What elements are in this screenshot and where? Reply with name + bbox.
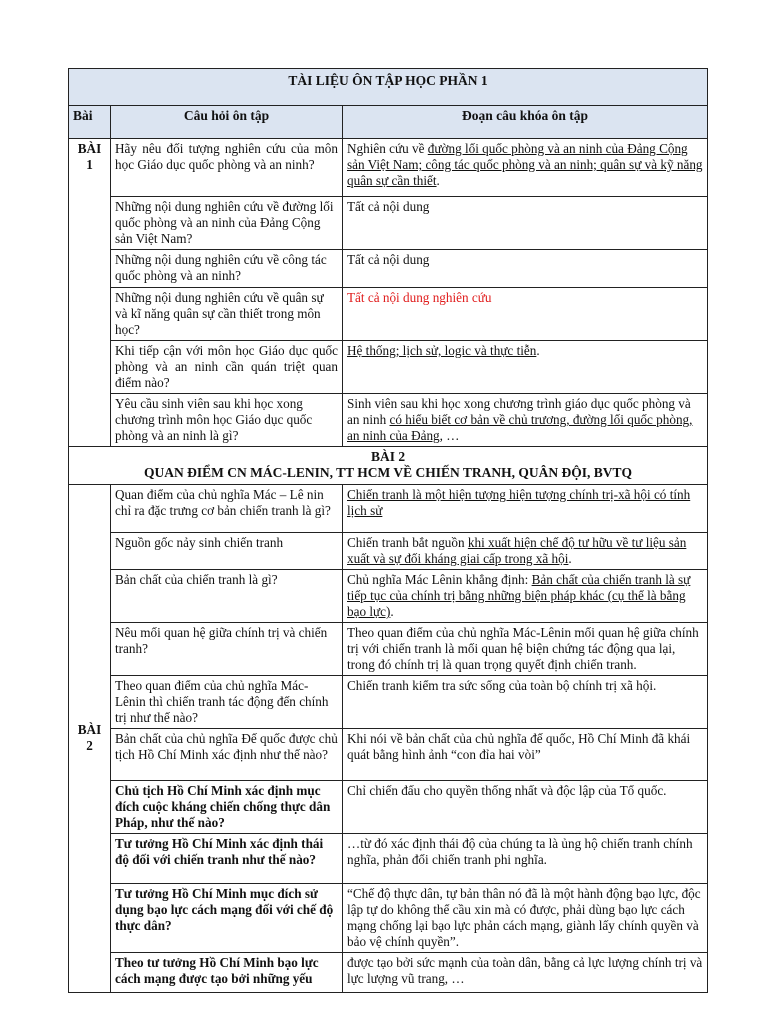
answer-cell: Chủ nghĩa Mác Lênin khẳng định: Bản chất của chiến tranh là sự tiếp tục của chính trị bằng những biện pháp khác (cụ thể là bằng bạo lực). <box>343 570 708 623</box>
question-cell: Những nội dung nghiên cứu về công tác quốc phòng và an ninh? <box>111 250 343 288</box>
bai2-heading <box>69 447 708 485</box>
question-cell: Chủ tịch Hồ Chí Minh xác định mục đích cuộc kháng chiến chống thực dân Pháp, như thế nào? <box>111 781 343 834</box>
question-cell: Những nội dung nghiên cứu về đường lối quốc phòng và an ninh của Đảng Cộng sản Việt Nam? <box>111 197 343 250</box>
column-header-bai: Bài <box>69 106 111 139</box>
answer-cell: …từ đó xác định thái độ của chúng ta là ủng hộ chiến tranh chính nghĩa, phản đối chiến tranh phi nghĩa. <box>343 834 708 884</box>
table-row <box>69 139 708 197</box>
column-header-answer: Đoạn câu khóa ôn tập <box>343 106 708 139</box>
table-row <box>69 250 708 288</box>
table-row <box>69 729 708 781</box>
answer-cell: Chiến tranh bắt nguồn khi xuất hiện chế độ tư hữu về tư liệu sản xuất và sự đối kháng giai cấp trong xã hội. <box>343 533 708 570</box>
table-row <box>69 676 708 729</box>
answer-cell: Tất cả nội dung nghiên cứu <box>343 288 708 341</box>
answer-cell: “Chế độ thực dân, tự bản thân nó đã là một hành động bạo lực, độc lập tự do không thể cầu xin mà có được, phải dùng bạo lực cách mạng chống lại bạo lực phản cách mạng, giành lấy chính quyền và bảo vệ chính quyền”. <box>343 884 708 953</box>
question-cell: Tư tưởng Hồ Chí Minh xác định thái độ đối với chiến tranh như thế nào? <box>111 834 343 884</box>
bai2-heading-line1: BÀI 2 <box>370 449 406 464</box>
bai1-label: BÀI 1 <box>69 139 111 447</box>
document-title: TÀI LIỆU ÔN TẬP HỌC PHẦN 1 <box>69 69 708 106</box>
bai2-label: BÀI 2 <box>69 485 111 993</box>
question-cell: Nguồn gốc nảy sinh chiến tranh <box>111 533 343 570</box>
table-row <box>69 834 708 884</box>
table-row <box>69 570 708 623</box>
answer-cell: Hệ thống; lịch sử, logic và thực tiễn. <box>343 341 708 394</box>
question-cell: Tư tưởng Hồ Chí Minh mục đích sử dụng bạo lực cách mạng đối với chế độ thực dân? <box>111 884 343 953</box>
table-row <box>69 533 708 570</box>
table-row <box>69 341 708 394</box>
table-row <box>69 781 708 834</box>
question-cell: Yêu cầu sinh viên sau khi học xong chương trình môn học Giáo dục quốc phòng và an ninh là gì? <box>111 394 343 447</box>
question-cell: Bản chất của chủ nghĩa Đế quốc được chủ tịch Hồ Chí Minh xác định như thế nào? <box>111 729 343 781</box>
question-cell: Những nội dung nghiên cứu về quân sự và kĩ năng quân sự cần thiết trong môn học? <box>111 288 343 341</box>
answer-cell: Sinh viên sau khi học xong chương trình giáo dục quốc phòng và an ninh có hiểu biết cơ bản về chủ trương, đường lối quốc phòng, an ninh của Đảng, … <box>343 394 708 447</box>
question-cell: Nêu mối quan hệ giữa chính trị và chiến tranh? <box>111 623 343 676</box>
column-header-question: Câu hỏi ôn tập <box>111 106 343 139</box>
question-cell: Theo tư tưởng Hồ Chí Minh bạo lực cách mạng được tạo bởi những yếu <box>111 953 343 993</box>
question-cell: Quan điểm của chủ nghĩa Mác – Lê nin chỉ ra đặc trưng cơ bản chiến tranh là gì? <box>111 485 343 533</box>
answer-cell: Chiến tranh là một hiện tượng hiện tượng chính trị-xã hội có tính lịch sử <box>343 485 708 533</box>
table-row <box>69 485 708 533</box>
table-row <box>69 197 708 250</box>
question-cell: Khi tiếp cận với môn học Giáo dục quốc phòng và an ninh cần quán triệt quan điểm nào? <box>111 341 343 394</box>
answer-cell: Chiến tranh kiểm tra sức sống của toàn bộ chính trị xã hội. <box>343 676 708 729</box>
document-page <box>68 68 707 993</box>
answer-cell: Nghiên cứu về đường lối quốc phòng và an ninh của Đảng Cộng sản Việt Nam; công tác quốc phòng và an ninh; quân sự và kỹ năng quân sự cần thiết. <box>343 139 708 197</box>
answer-cell: Theo quan điểm của chủ nghĩa Mác-Lênin mối quan hệ giữa chính trị với chiến tranh là mối quan hệ biện chứng tác động qua lại, trong đó chính trị là quan trọng quyết định chiến tranh. <box>343 623 708 676</box>
answer-cell: được tạo bởi sức mạnh của toàn dân, bằng cả lực lượng chính trị và lực lượng vũ trang, … <box>343 953 708 993</box>
answer-cell: Tất cả nội dung <box>343 197 708 250</box>
table-row <box>69 394 708 447</box>
table-row <box>69 884 708 953</box>
answer-cell: Tất cả nội dung <box>343 250 708 288</box>
answer-cell: Chỉ chiến đấu cho quyền thống nhất và độc lập của Tổ quốc. <box>343 781 708 834</box>
study-table <box>68 68 708 993</box>
table-row <box>69 623 708 676</box>
question-cell: Hãy nêu đối tượng nghiên cứu của môn học Giáo dục quốc phòng và an ninh? <box>111 139 343 197</box>
bai2-heading-line2: QUAN ĐIỂM CN MÁC-LENIN, TT HCM VỀ CHIẾN TRANH, QUÂN ĐỘI, BVTQ <box>143 465 633 480</box>
answer-cell: Khi nói về bản chất của chủ nghĩa đế quốc, Hồ Chí Minh đã khái quát bằng hình ảnh “con đỉa hai vòi” <box>343 729 708 781</box>
question-cell: Theo quan điểm của chủ nghĩa Mác-Lênin thì chiến tranh tác động đến chính trị như thế nào? <box>111 676 343 729</box>
table-row <box>69 953 708 993</box>
question-cell: Bản chất của chiến tranh là gì? <box>111 570 343 623</box>
table-row <box>69 288 708 341</box>
